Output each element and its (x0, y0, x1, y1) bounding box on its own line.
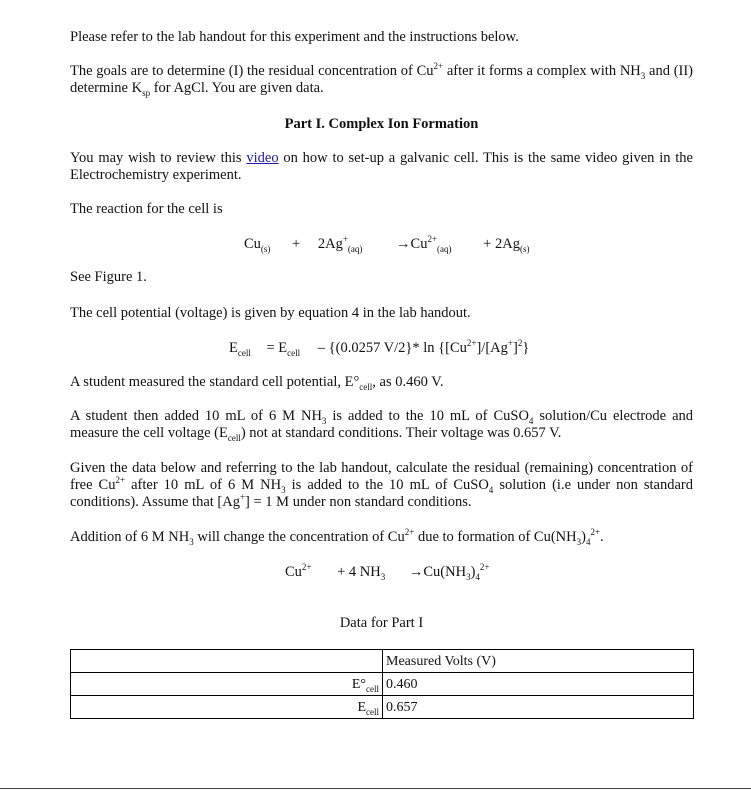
video-paragraph: You may wish to review this video on how to set-up a galvanic cell. This is the same video given in the Electrochemistry experiment. (70, 150, 693, 183)
page-bottom-divider (0, 788, 751, 789)
added-paragraph: A student then added 10 mL of 6 M $NH_3$ is added to the 10 mL of CuSO$_4$ solution/Cu electrode and measure the cell voltage $(E_{cell})$ not at standard conditions. Their voltage was 0.657 V. (70, 408, 694, 443)
given-paragraph: Given the data below and referring to the lab handout, calculate the residual (remaining) concentration of free $Cu^{2+}$ after 10 mL of 6 M $NH_3$ is added to the 10 mL of CuSO$_4$ solution (i.e under non standard conditions). Assume that [Ag+] = 1 M under non standard conditions. (70, 460, 693, 510)
data-table (70, 649, 694, 719)
standard-potential-paragraph: A student measured the standard cell potential, $E^\circ_{cell}$, as 0.460 V. (70, 374, 444, 392)
reaction-intro: The reaction for the cell is (70, 201, 223, 217)
complex-arrow: → (408, 564, 424, 580)
part-heading: Part I. Complex Ion Formation (284, 116, 479, 132)
table-header-empty (71, 650, 383, 673)
table-header-measured-volts: Measured Volts (V) (383, 650, 694, 673)
cell-potential-paragraph: The cell potential (voltage) is given by equation 4 in the lab handout. (70, 305, 471, 321)
table-row (71, 696, 694, 719)
table-row-value: 0.657 (383, 696, 694, 719)
table-row-value: 0.460 (383, 673, 694, 696)
intro-paragraph: Please refer to the lab handout for this experiment and the instructions below. (70, 29, 519, 45)
addition-paragraph: Addition of 6 M $NH_3$ will change the concentration of $Cu^{2+}$ due to formation of $Cu(NH_3)_4^{2+}$. (70, 527, 604, 547)
reaction-equation: $Cu_{(s)} + 2Ag^+_{(aq)} \to Cu^{2+}_{(aq)} + 2Ag_{(s)}$ (244, 234, 530, 254)
goals-paragraph: The goals are to determine (I) the residual concentration of $Cu^{2+}$ after it forms a complex with $NH_3$ and (II) determine $K_{sp}$ for AgCl. You are given data. (70, 61, 694, 98)
table-row-label: $E^\circ_{cell}$ (71, 673, 383, 696)
complex-equation: $Cu^{2+} + 4$ $NH_3 \to Cu(NH_3)_4^{2+}$ (285, 562, 490, 582)
table-header-row (71, 650, 694, 673)
see-figure: See Figure 1. (70, 269, 147, 285)
nernst-equation: $E_{cell} = E_{cell} - \{(0.0257$ V/2}* $\ln \{[Cu^{2+}]/[Ag^+]^2\}$ (229, 338, 530, 358)
table-row-label: $E_{cell}$ (71, 696, 383, 719)
video-link[interactable]: video (246, 150, 279, 166)
reaction-arrow: → (396, 236, 411, 252)
table-row (71, 673, 694, 696)
data-title: Data for Part I (339, 615, 424, 631)
